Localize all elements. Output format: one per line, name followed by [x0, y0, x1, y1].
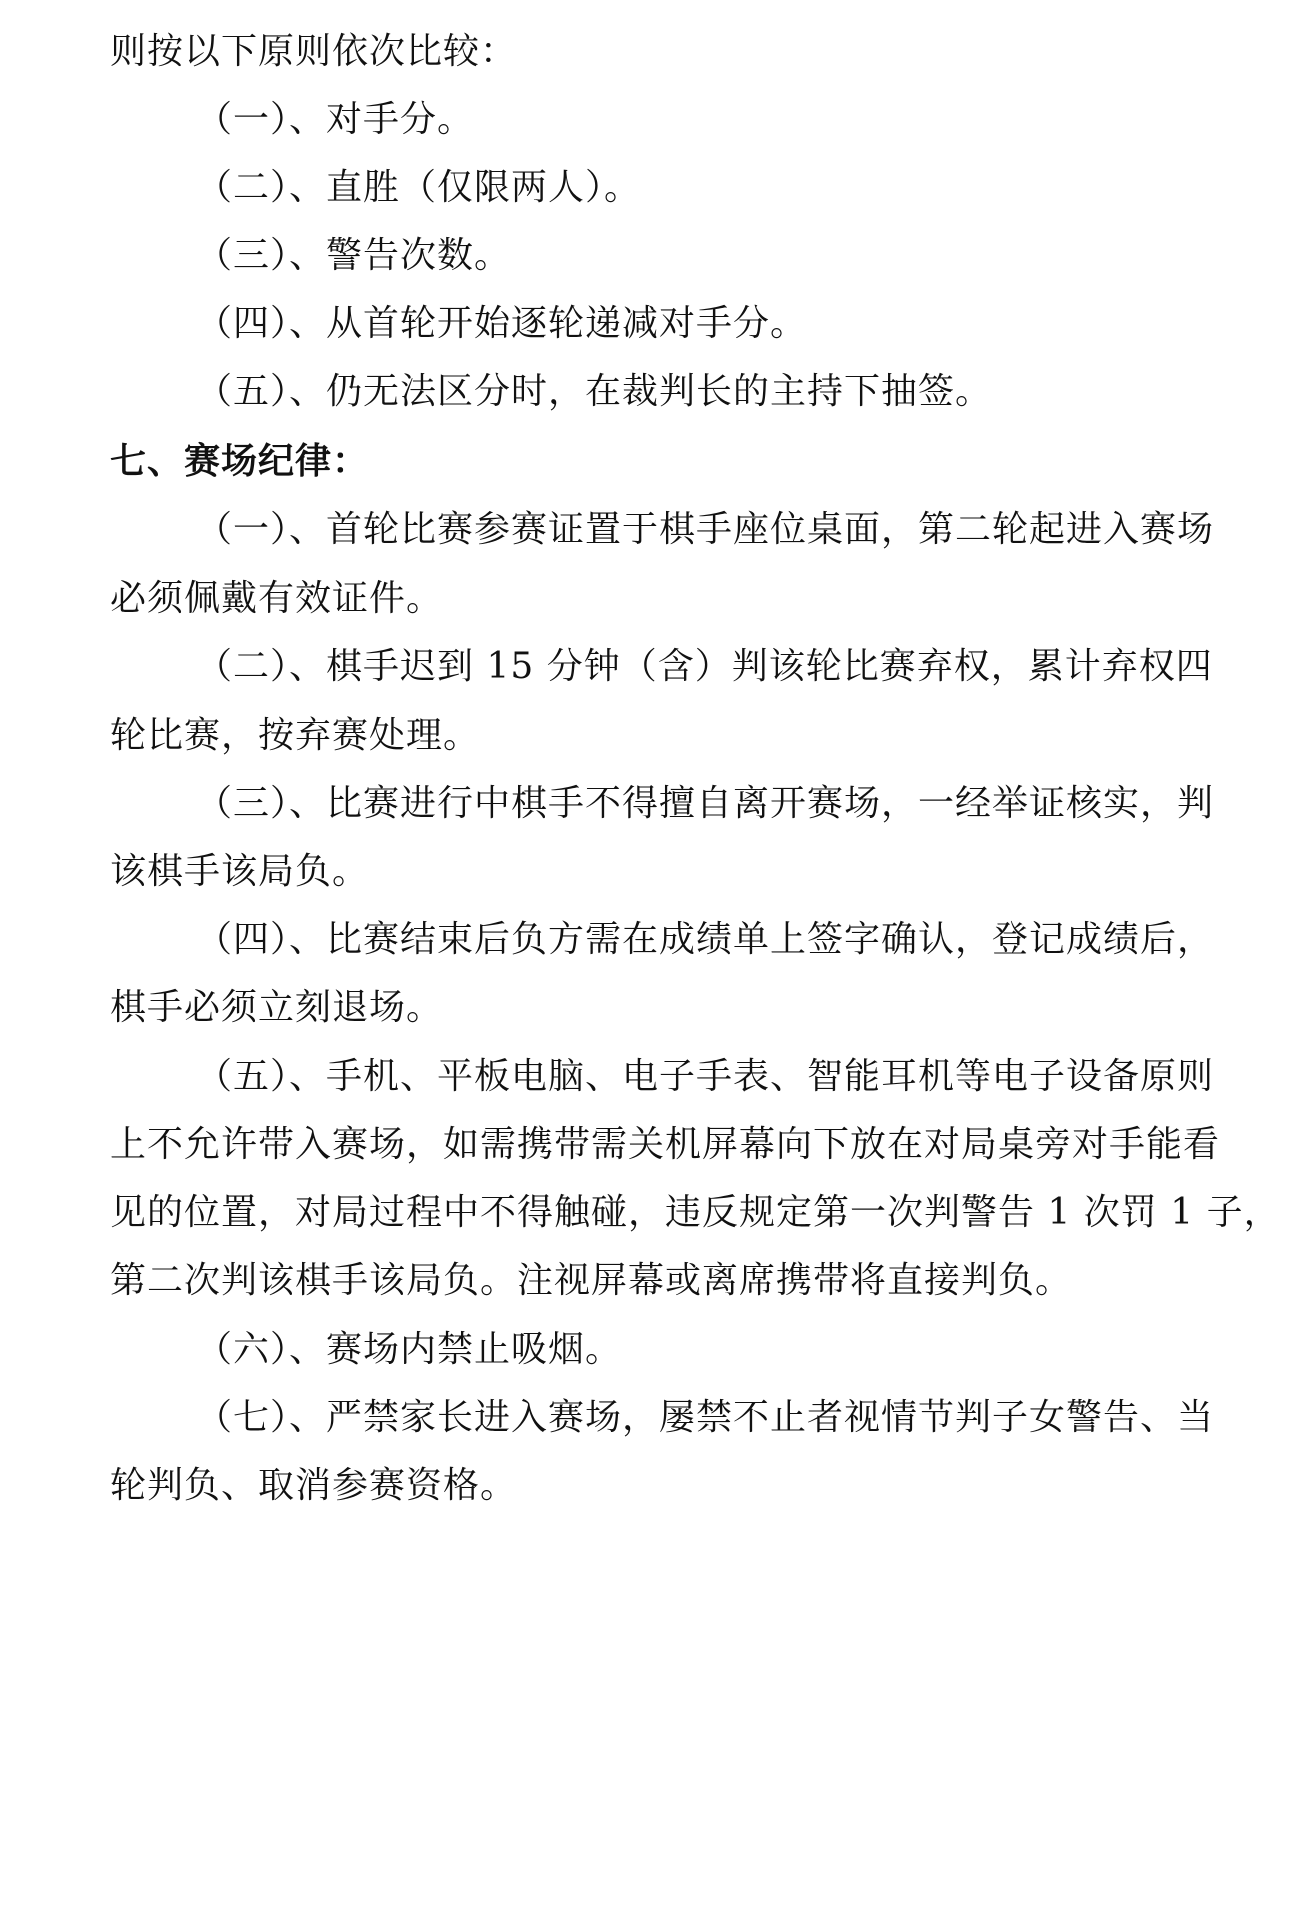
discipline-rule-7-line-1: （七）、严禁家长进入赛场，屡禁不止者视情节判子女警告、当	[196, 1397, 1215, 1438]
tiebreak-rule-1: （一）、对手分。	[196, 99, 475, 140]
tiebreak-rule-3: （三）、警告次数。	[196, 235, 512, 276]
tiebreak-rule-5: （五）、仍无法区分时，在裁判长的主持下抽签。	[196, 371, 993, 412]
discipline-rule-5-line-1: （五）、手机、平板电脑、电子手表、智能耳机等电子设备原则	[196, 1056, 1215, 1097]
discipline-rule-2-line-2: 轮比赛，按弃赛处理。	[110, 715, 481, 756]
discipline-rule-1-line-1: （一）、首轮比赛参赛证置于棋手座位桌面，第二轮起进入赛场	[196, 509, 1215, 550]
discipline-rule-1-line-2: 必须佩戴有效证件。	[110, 578, 444, 619]
discipline-rule-3-line-2: 该棋手该局负。	[110, 851, 370, 892]
discipline-rule-5-line-2: 上不允许带入赛场，如需携带需关机屏幕向下放在对局桌旁对手能看	[110, 1124, 1221, 1165]
discipline-rule-5-line-3: 见的位置，对局过程中不得触碰，违反规定第一次判警告 1 次罚 1 子，	[110, 1192, 1281, 1233]
discipline-rule-3-line-1: （三）、比赛进行中棋手不得擅自离开赛场，一经举证核实，判	[196, 783, 1215, 824]
tiebreak-rule-4: （四）、从首轮开始逐轮递减对手分。	[196, 303, 808, 344]
discipline-rule-7-line-2: 轮判负、取消参赛资格。	[110, 1465, 518, 1506]
discipline-rule-6-line-1: （六）、赛场内禁止吸烟。	[196, 1329, 623, 1370]
intro-text: 则按以下原则依次比较：	[110, 31, 518, 72]
discipline-rule-2-line-1: （二）、棋手迟到 15 分钟（含）判该轮比赛弃权，累计弃权四	[196, 646, 1213, 687]
tiebreak-rule-2: （二）、直胜（仅限两人）。	[196, 167, 642, 208]
section-heading: 七、赛场纪律：	[110, 441, 370, 482]
discipline-rule-4-line-1: （四）、比赛结束后负方需在成绩单上签字确认，登记成绩后，	[196, 919, 1215, 960]
discipline-rule-4-line-2: 棋手必须立刻退场。	[110, 987, 444, 1028]
discipline-rule-5-line-4: 第二次判该棋手该局负。注视屏幕或离席携带将直接判负。	[110, 1260, 1073, 1301]
